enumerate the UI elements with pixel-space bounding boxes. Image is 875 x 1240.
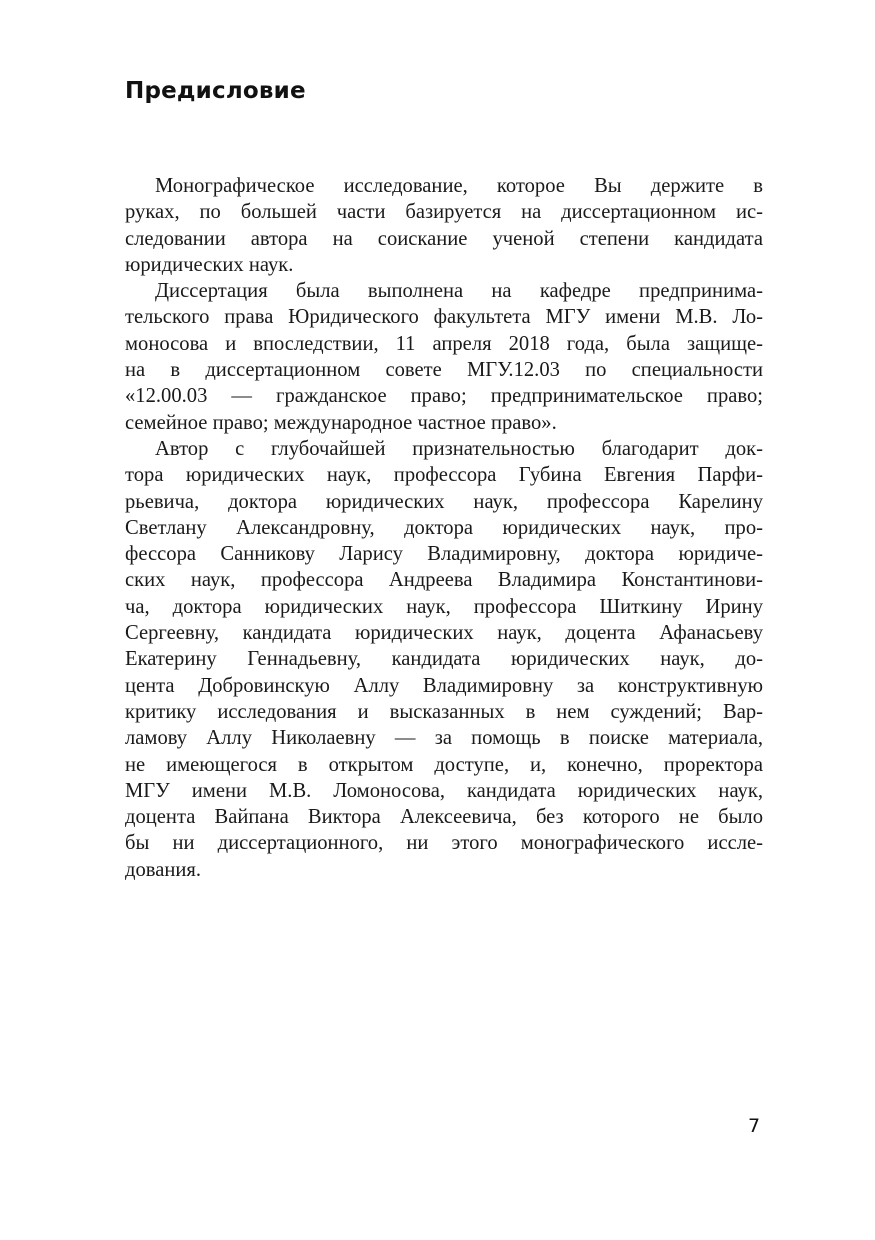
text-line: Светлану Александровну, доктора юридических наук, про- bbox=[125, 516, 763, 539]
paragraph bbox=[125, 436, 763, 883]
page-number: 7 bbox=[748, 1115, 761, 1137]
paragraph bbox=[125, 278, 763, 436]
text-line: следовании автора на соискание ученой степени кандидата bbox=[125, 227, 763, 250]
text-line: ских наук, профессора Андреева Владимира Константинови- bbox=[125, 569, 763, 592]
text-line: ча, доктора юридических наук, профессора Шиткину Ирину bbox=[125, 595, 763, 618]
text-line: тора юридических наук, профессора Губина Евгения Парфи- bbox=[125, 464, 763, 487]
text-line: не имеющегося в открытом доступе, и, конечно, проректора bbox=[125, 753, 763, 776]
text-line: на в диссертационном совете МГУ.12.03 по специальности bbox=[125, 359, 763, 382]
paragraph bbox=[125, 173, 763, 278]
text-line: фессора Санникову Ларису Владимировну, доктора юридиче- bbox=[125, 543, 763, 566]
text-line: Сергеевну, кандидата юридических наук, доцента Афанасьеву bbox=[125, 622, 763, 645]
text-line: семейное право; международное частное право». bbox=[125, 411, 557, 434]
text-line: дования. bbox=[125, 858, 202, 881]
text-line: Автор с глубочайшей признательностью благодарит док- bbox=[155, 437, 763, 460]
text-line: Екатерину Геннадьевну, кандидата юридических наук, до- bbox=[125, 648, 763, 671]
text-line: цента Добровинскую Аллу Владимировну за конструктивную bbox=[125, 674, 763, 697]
text-line: рьевича, доктора юридических наук, профессора Карелину bbox=[125, 490, 763, 513]
text-line: Диссертация была выполнена на кафедре предпринима- bbox=[155, 280, 763, 303]
text-line: бы ни диссертационного, ни этого монографического иссле- bbox=[125, 832, 763, 855]
text-line: юридических наук. bbox=[125, 253, 294, 276]
text-line: тельского права Юридического факультета МГУ имени М.В. Ло- bbox=[125, 306, 763, 329]
text-line: критику исследования и высказанных в нем суждений; Вар- bbox=[125, 700, 763, 723]
text-line: руках, по большей части базируется на диссертационном ис- bbox=[125, 201, 763, 224]
text-line: доцента Вайпана Виктора Алексеевича, без которого не было bbox=[125, 806, 763, 829]
text-line: МГУ имени М.В. Ломоносова, кандидата юридических наук, bbox=[125, 779, 763, 802]
text-line: «12.00.03 — гражданское право; предпринимательское право; bbox=[125, 385, 763, 408]
page-title: Предисловие bbox=[125, 78, 306, 104]
text-line: моносова и впоследствии, 11 апреля 2018 года, была защище- bbox=[125, 332, 763, 355]
text-line: Монографическое исследование, которое Вы держите в bbox=[155, 175, 763, 197]
text-line: ламову Аллу Николаевну — за помощь в поиске материала, bbox=[125, 727, 763, 750]
preface-body bbox=[125, 173, 763, 883]
